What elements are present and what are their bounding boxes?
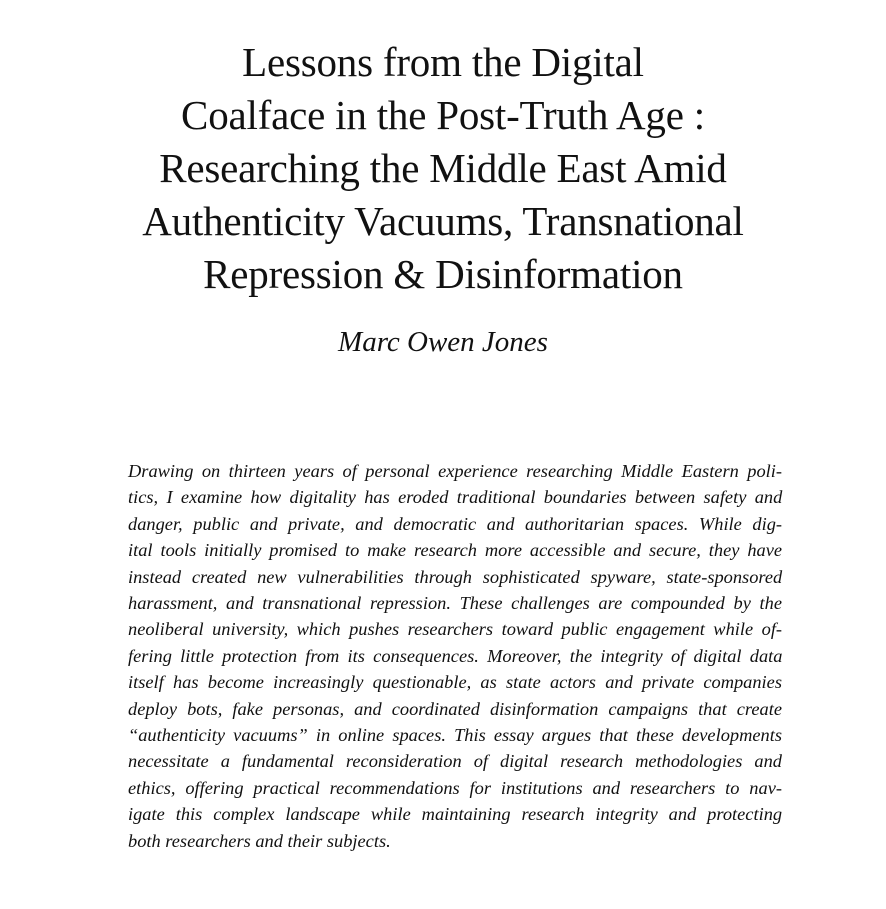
abstract bbox=[128, 458, 782, 854]
title-line: Lessons from the Digital bbox=[242, 39, 644, 85]
abstract-line: instead created new vulnerabilities through sophisticated spyware, state-sponsored bbox=[128, 566, 783, 587]
abstract-line: “authenticity vacuums” in online spaces. This essay argues that these developments bbox=[128, 725, 782, 746]
abstract-line: Drawing on thirteen years of personal experience researching Middle Eastern poli- bbox=[128, 461, 782, 481]
abstract-line: necessitate a fundamental reconsideration of digital research methodologies and bbox=[128, 751, 782, 772]
abstract-line: ital tools initially promised to make research more accessible and secure, they have bbox=[128, 540, 783, 561]
abstract-line: danger, public and private, and democratic and authoritarian spaces. While dig- bbox=[128, 513, 783, 534]
title-line: Researching the Middle East Amid bbox=[159, 145, 727, 191]
abstract-line: both researchers and their subjects. bbox=[128, 830, 391, 851]
abstract-line: igate this complex landscape while maintaining research integrity and protecting bbox=[128, 804, 783, 825]
abstract-line: itself has become increasingly questionable, as state actors and private companies bbox=[128, 672, 782, 693]
abstract-line: neoliberal university, which pushes researchers toward public engagement while of- bbox=[128, 619, 783, 640]
author-name: Marc Owen Jones bbox=[338, 326, 548, 358]
abstract-line: harassment, and transnational repression. These challenges are compounded by the bbox=[128, 593, 782, 614]
abstract-line: ethics, offering practical recommendations for institutions and researchers to nav- bbox=[128, 777, 782, 798]
abstract-line: deploy bots, fake personas, and coordinated disinformation campaigns that create bbox=[128, 698, 782, 719]
title-line: Repression & Disinformation bbox=[203, 251, 683, 297]
paper-title bbox=[60, 36, 826, 301]
abstract-line: tics, I examine how digitality has eroded traditional boundaries between safety and bbox=[128, 487, 783, 508]
abstract-line: fering little protection from its consequences. Moreover, the integrity of digital data bbox=[128, 645, 783, 666]
title-line: Coalface in the Post-Truth Age : bbox=[181, 92, 705, 138]
title-line: Authenticity Vacuums, Transnational bbox=[142, 198, 744, 244]
